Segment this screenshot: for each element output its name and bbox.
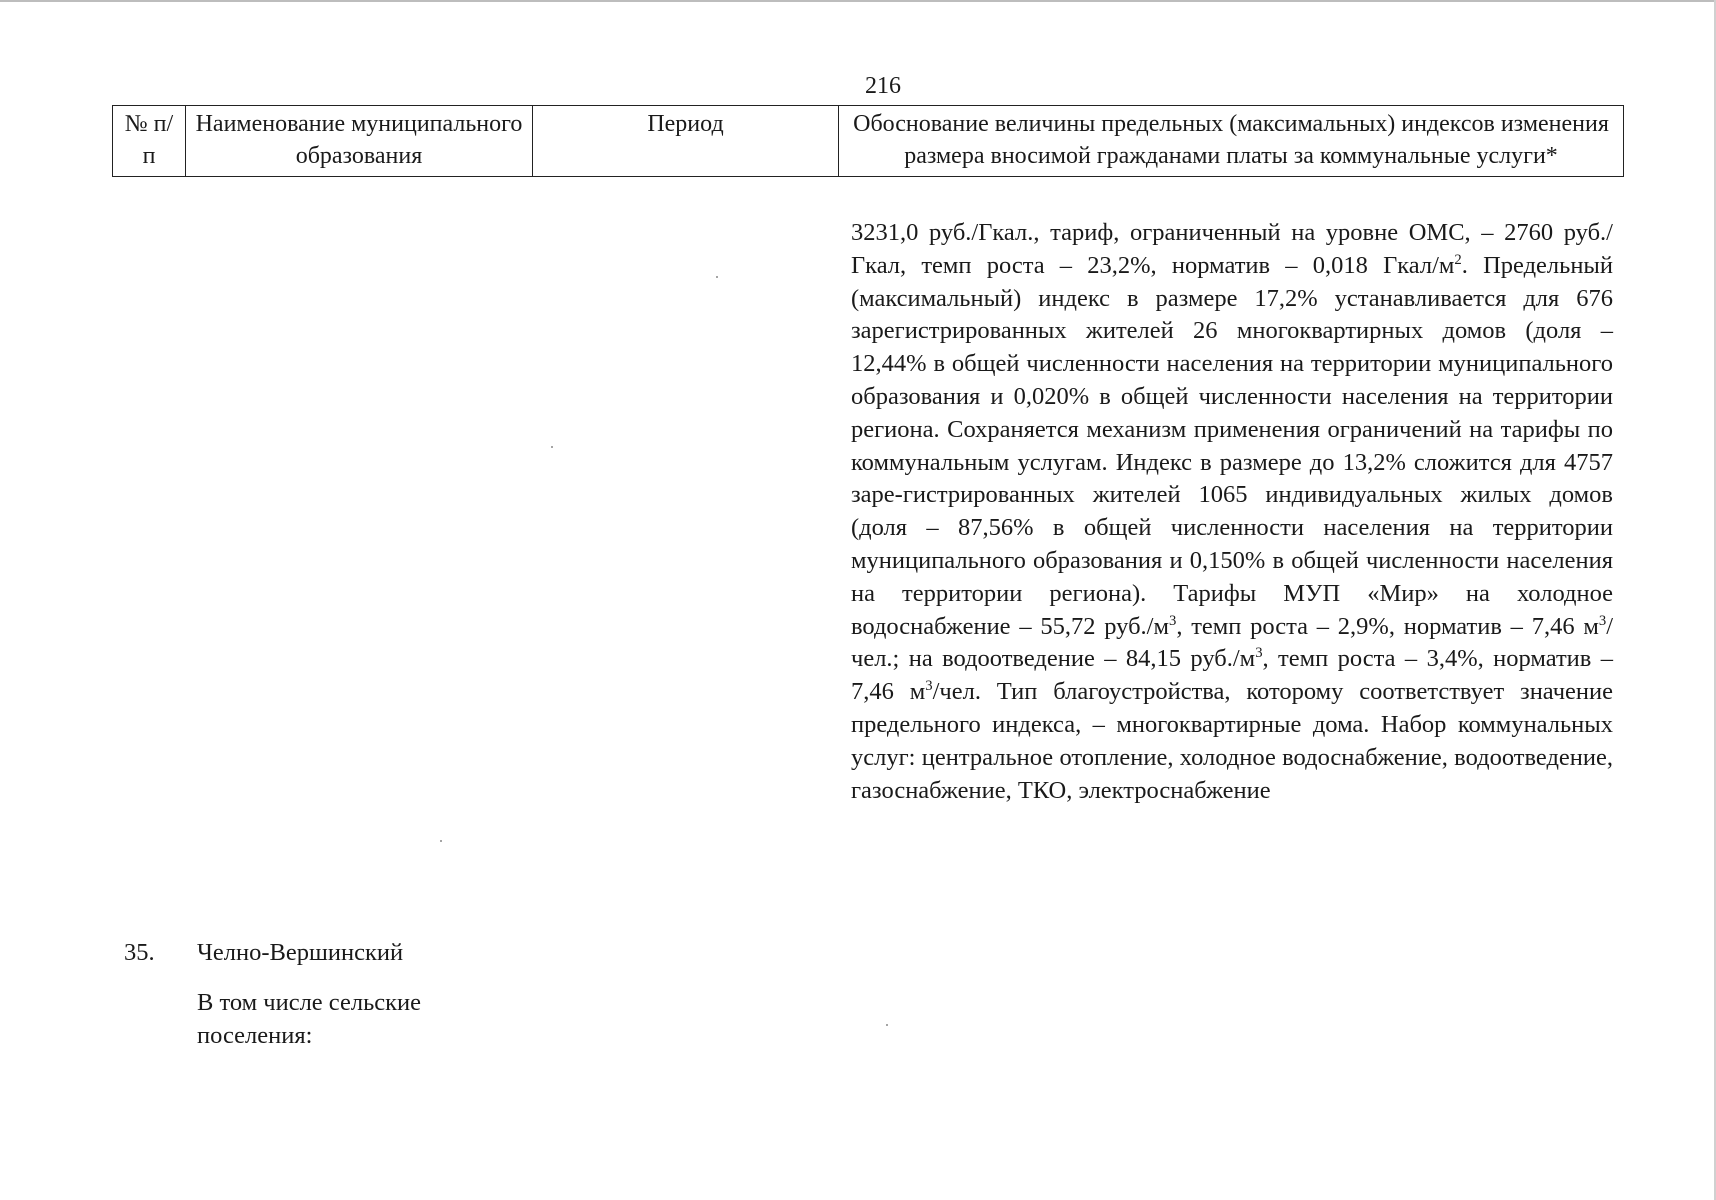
justification-part-4: /чел.; на водоотведение – 84,15 руб./м bbox=[851, 612, 1613, 673]
justification-part-2: . Предельный (максимальный) индекс в размере 17,2% устанавливается для 676 зарегистрированных жителей 26 многоквартирных домов (доля – 12,44% в общей численности населения на территории муниципального образования и 0,020% в общей численности населения на территории региона. Сохраняется механизм применения ограничений на тарифы по коммунальным услугам. Индекс в размере до 13,2% сложится для 4757 заре-гистрированных жителей 1065 индивидуальных жилых домов (доля – 87,56% в общей численности населения на территории муниципального образования и 0,150% в общей численности населения на территории региона). Тарифы МУП «Мир» на холодное водоснабжение – 55,72 руб./м bbox=[851, 251, 1613, 640]
header-period: Период bbox=[533, 106, 839, 177]
superscript-3: 3 bbox=[1598, 612, 1607, 629]
scan-speck bbox=[551, 446, 553, 448]
superscript-2: 3 bbox=[1168, 612, 1177, 629]
table-header bbox=[112, 105, 1624, 177]
justification-text bbox=[851, 217, 1613, 807]
justification-part-6: /чел. Тип благоустройства, которому соответствует значение предельного индекса, – многоквартирные дома. Набор коммунальных услуг: центральное отопление, холодное водоснабжение, водоотведение, газоснабжение, ТКО, электроснабжение bbox=[851, 678, 1613, 804]
scan-speck bbox=[886, 1024, 888, 1026]
superscript-5: 3 bbox=[925, 678, 933, 694]
municipality-name: Челно-Вершинский bbox=[197, 939, 404, 966]
header-municipality-name: Наименование муниципального образования bbox=[186, 106, 533, 177]
scan-speck bbox=[440, 840, 442, 842]
justification-part-5: , темп роста – 3,4%, норматив – 7,46 м bbox=[851, 645, 1613, 706]
scan-speck bbox=[716, 276, 718, 278]
superscript-1: 2 bbox=[1454, 251, 1462, 268]
superscript-4: 3 bbox=[1255, 645, 1263, 662]
header-number: № п/п bbox=[113, 106, 186, 177]
row-number: 35. bbox=[124, 939, 155, 966]
scan-edge-top bbox=[0, 0, 1716, 2]
justification-part-1: 3231,0 руб./Гкал., тариф, ограниченный на уровне ОМС, – 2760 руб./Гкал, темп роста – 23,2%, норматив – 0,018 Гкал/м bbox=[851, 219, 1613, 279]
page-number: 216 bbox=[865, 73, 901, 99]
header-justification: Обоснование величины предельных (максимальных) индексов изменения размера вносимой гражданами платы за коммунальные услуги* bbox=[839, 106, 1624, 177]
rural-settlements-label: В том числе сельские поселения: bbox=[197, 989, 422, 1049]
justification-part-3: , темп роста – 2,9%, норматив – 7,46 м bbox=[1176, 612, 1599, 640]
